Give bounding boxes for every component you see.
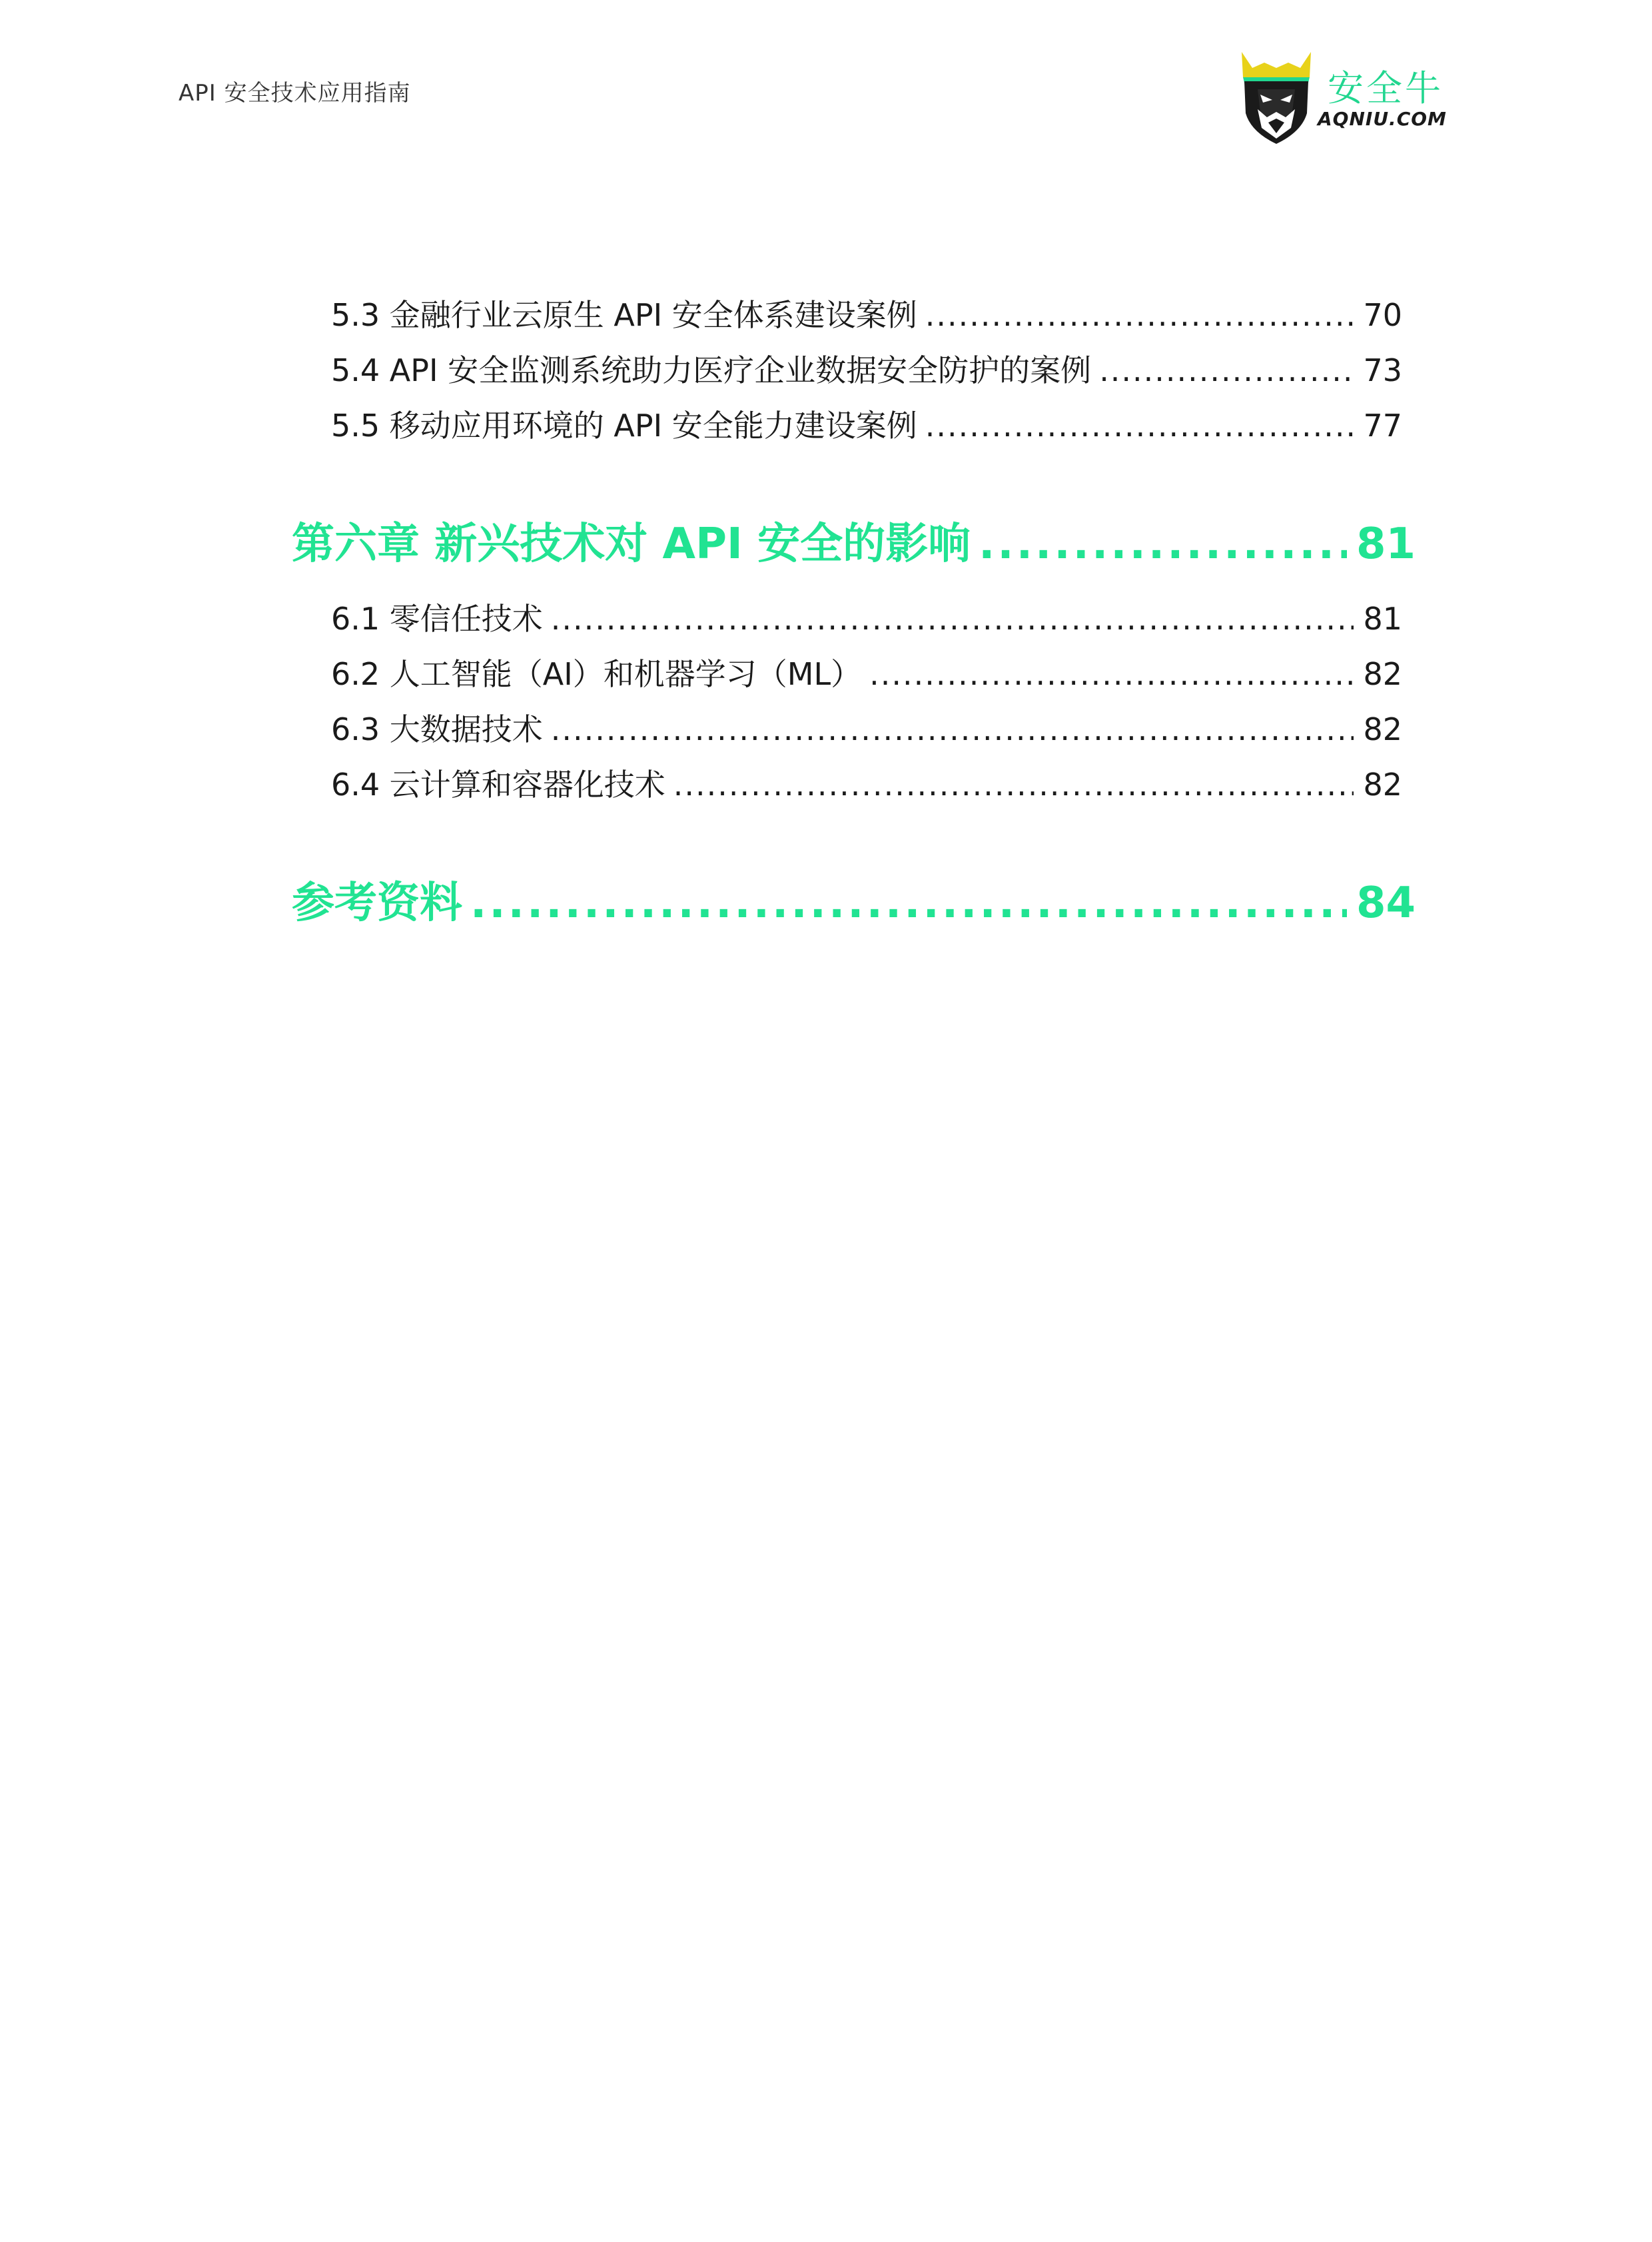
toc-entry-5-5[interactable] — [331, 402, 1402, 446]
toc-entry-label: 6.3 大数据技术 — [331, 711, 543, 747]
toc-entry-page: 77 — [1363, 408, 1402, 444]
toc-entry-label: 6.4 云计算和容器化技术 — [331, 767, 665, 803]
toc-entry-page: 82 — [1363, 656, 1402, 692]
toc-entry-label: 5.3 金融行业云原生 API 安全体系建设案例 — [331, 297, 917, 333]
brand-name-cn: 安全牛 — [1328, 67, 1444, 109]
dot-leader — [470, 879, 1347, 928]
toc-chapter-label: 第六章 新兴技术对 API 安全的影响 — [292, 520, 971, 569]
brand-name-en: AQNIU.COM — [1318, 108, 1447, 130]
toc-chapter-page: 81 — [1356, 520, 1416, 569]
toc-entry-page: 70 — [1363, 297, 1402, 333]
toc-chapter-label: 参考资料 — [292, 879, 462, 928]
dot-leader — [551, 711, 1354, 747]
toc-entry-6-2[interactable] — [331, 650, 1402, 694]
dot-leader — [979, 520, 1347, 569]
toc-entry-page: 82 — [1363, 767, 1402, 803]
toc-entry-6-1[interactable] — [331, 595, 1402, 639]
toc-entry-label: 5.5 移动应用环境的 API 安全能力建设案例 — [331, 408, 917, 444]
toc-entry-6-3[interactable] — [331, 705, 1402, 749]
toc-references[interactable] — [292, 869, 1416, 930]
toc-entry-page: 73 — [1363, 352, 1402, 388]
toc-entry-5-4[interactable] — [331, 346, 1402, 390]
toc-chapter-page: 84 — [1356, 879, 1416, 928]
dot-leader — [673, 767, 1354, 803]
dot-leader — [551, 601, 1354, 637]
toc-entry-page: 82 — [1363, 711, 1402, 747]
dot-leader — [925, 297, 1354, 333]
warrior-shield-icon — [1238, 48, 1315, 145]
document-title: API 安全技术应用指南 — [179, 80, 411, 107]
brand-logo — [1238, 48, 1451, 148]
dot-leader — [869, 656, 1354, 692]
toc-entry-label: 5.4 API 安全监测系统助力医疗企业数据安全防护的案例 — [331, 352, 1092, 388]
toc-entry-page: 81 — [1363, 601, 1402, 637]
toc-entry-label: 6.2 人工智能（AI）和机器学习（ML） — [331, 656, 862, 692]
toc-entry-6-4[interactable] — [331, 761, 1402, 805]
toc-entry-label: 6.1 零信任技术 — [331, 601, 543, 637]
dot-leader — [925, 408, 1354, 444]
dot-leader — [1099, 352, 1354, 388]
toc-entry-5-3[interactable] — [331, 291, 1402, 335]
toc-chapter-6[interactable] — [292, 510, 1416, 571]
